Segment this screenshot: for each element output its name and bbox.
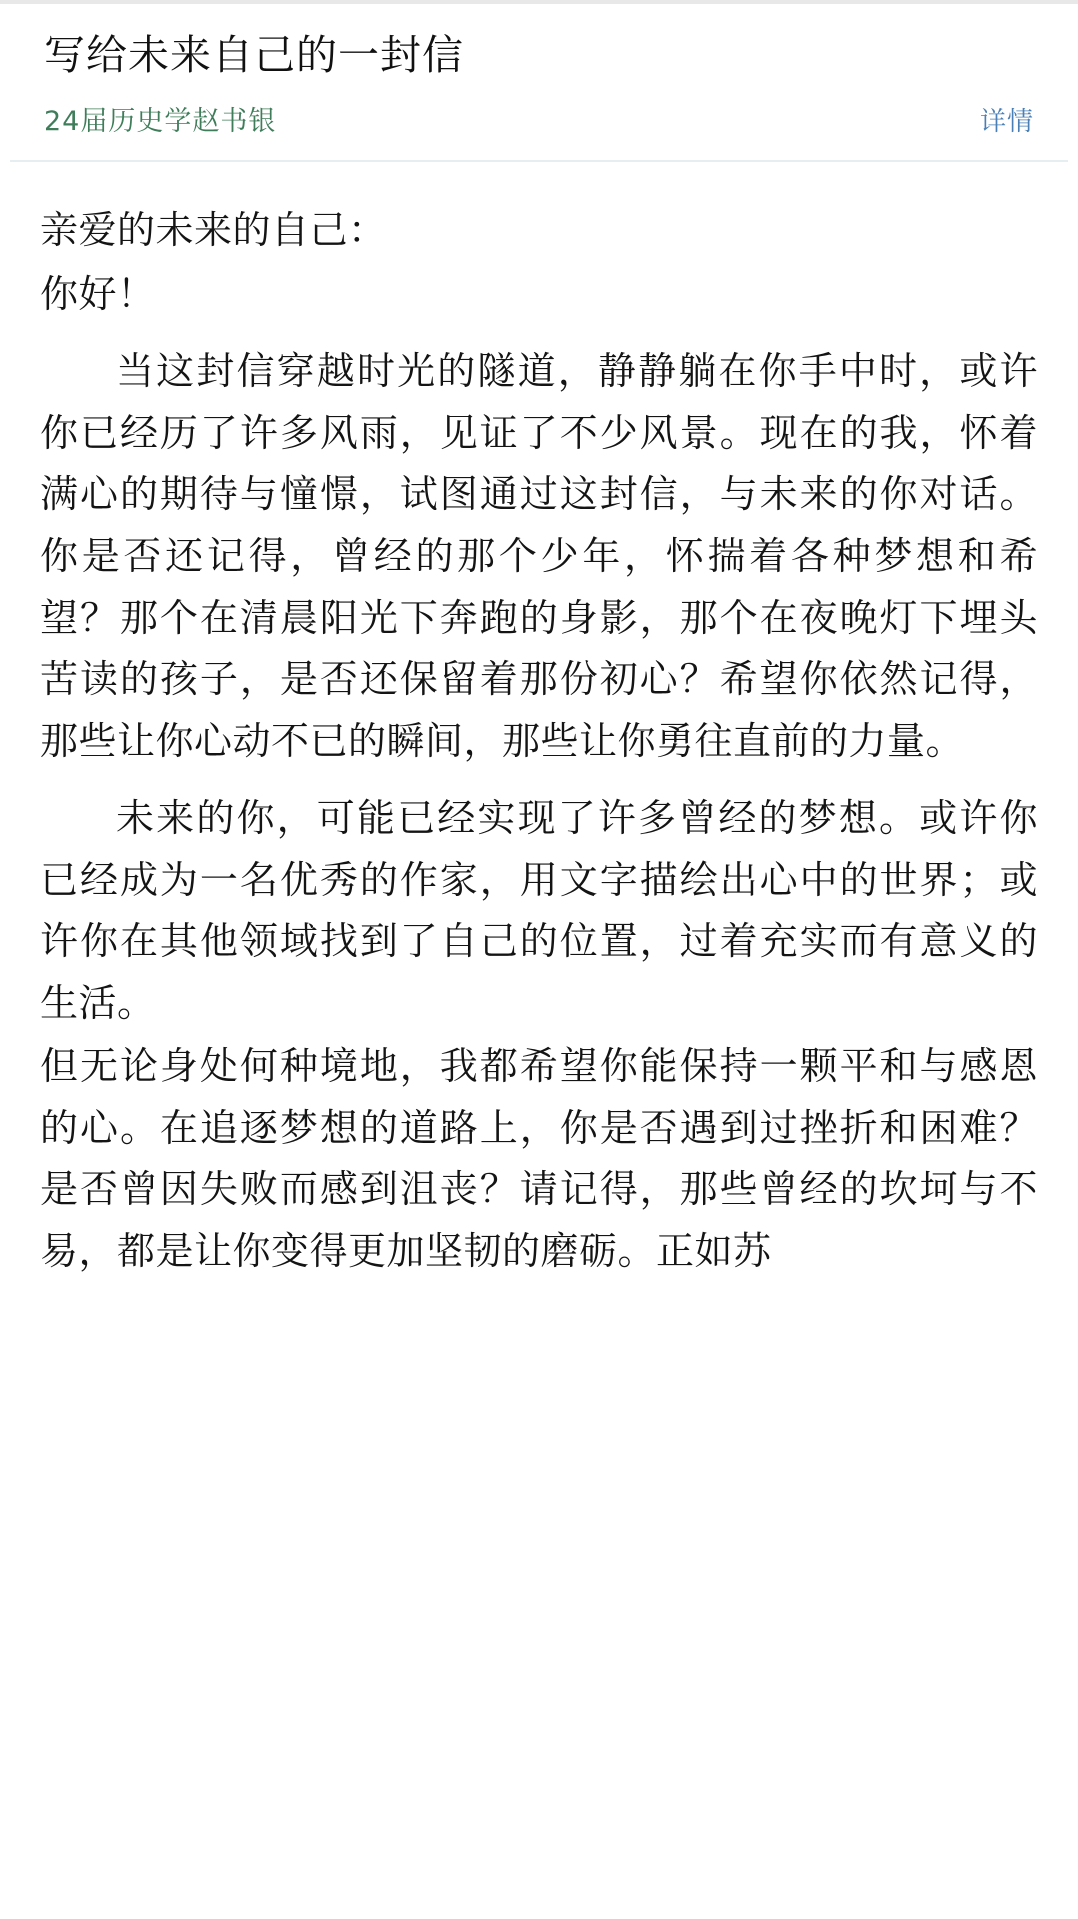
paragraph: 亲爱的未来的自己： (40, 208, 387, 253)
detail-link[interactable]: 详情 (979, 107, 1034, 138)
page-title: 写给未来自己的一封信 (44, 31, 464, 79)
paragraph: 未来的你，可能已经实现了许多曾经的梦想。或许你已经成为一名优秀的作家，用文字描绘出心中的世界；或许你在其他领域找到了自己的位置，过着充实而有意义的生活。 (40, 796, 1038, 1025)
author-byline: 24届历史学赵书银 (44, 106, 277, 138)
paragraph: 你好！ (40, 271, 156, 316)
paragraph: 当这封信穿越时光的隧道，静静躺在你手中时，或许你已经历了许多风雨，见证了不少风景。现在的我，怀着满心的期待与憧憬，试图通过这封信，与未来的你对话。你是否还记得，曾经的那个少年，怀揣着各种梦想和希望？那个在清晨阳光下奔跑的身影，那个在夜晚灯下埋头苦读的孩子，是否还保留着那份初心？希望你依然记得，那些让你心动不已的瞬间，那些让你勇往直前的力量。 (40, 349, 1038, 763)
byline-row (44, 99, 1034, 160)
article-body (0, 162, 1078, 1324)
article-header (0, 4, 1078, 160)
paragraph: 但无论身处何种境地，我都希望你能保持一颗平和与感恩的心。在追逐梦想的道路上，你是否遇到过挫折和困难？是否曾因失败而感到沮丧？请记得，那些曾经的坎坷与不易，都是让你变得更加坚韧的磨砺。正如苏 (40, 1044, 1038, 1273)
